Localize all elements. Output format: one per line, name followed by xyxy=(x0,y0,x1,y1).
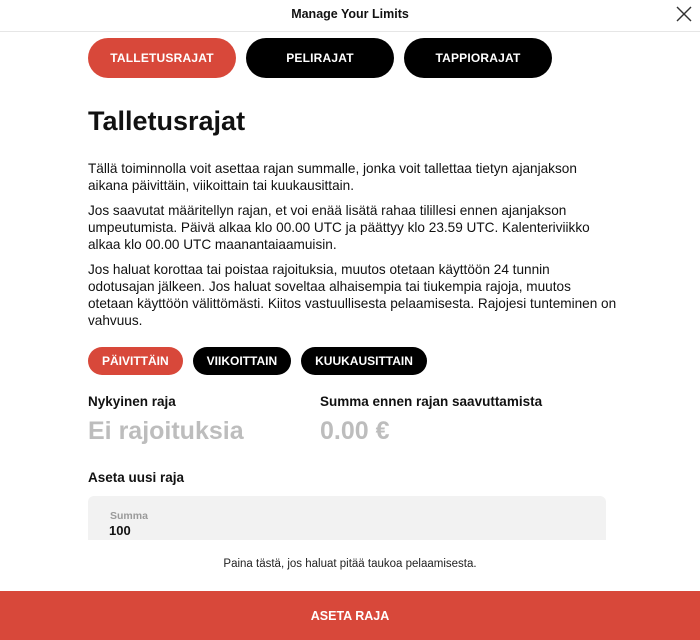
modal-title: Manage Your Limits xyxy=(291,7,409,21)
period-daily-button[interactable]: PÄIVITTÄIN xyxy=(88,347,183,375)
tab-deposit-limits[interactable]: TALLETUSRAJAT xyxy=(88,38,236,78)
description xyxy=(88,160,618,337)
set-limit-button[interactable]: ASETA RAJA xyxy=(0,591,700,640)
remaining-amount-stat xyxy=(320,394,542,446)
take-a-break-link[interactable]: Paina tästä, jos haluat pitää taukoa pelaamisesta. xyxy=(223,558,477,570)
remaining-amount-label: Summa ennen rajan saavuttamista xyxy=(320,394,543,409)
tab-game-limits[interactable]: PELIRAJAT xyxy=(246,38,394,78)
limit-type-tabs xyxy=(88,38,552,78)
current-limit-label: Nykyinen raja xyxy=(88,394,176,409)
close-button[interactable] xyxy=(674,4,694,24)
amount-input[interactable] xyxy=(88,496,606,540)
page-title: Talletusrajat xyxy=(88,106,246,136)
tab-loss-limits[interactable]: TAPPIORAJAT xyxy=(404,38,552,78)
period-monthly-button[interactable]: KUUKAUSITTAIN xyxy=(301,347,427,375)
description-paragraph: Jos haluat korottaa tai poistaa rajoituksia, muutos otetaan käyttöön 24 tunnin odotusajan jälkeen. Jos haluat soveltaa alhaisempia tai tiukempia rajoja, muutos otetaan käyttöön välittömästi. Kiitos vastuullisesta pelaamisesta. Rajojesi tunteminen on vahvuus. xyxy=(88,262,617,328)
remaining-amount-value: 0.00 € xyxy=(320,417,390,445)
close-icon xyxy=(674,4,694,24)
new-limit-label: Aseta uusi raja xyxy=(88,470,185,485)
amount-input-value[interactable]: 100 xyxy=(109,523,131,538)
period-selector xyxy=(88,347,427,375)
amount-input-label: Summa xyxy=(110,510,148,522)
current-limit-stat xyxy=(88,394,244,446)
description-paragraph: Tällä toiminnolla voit asettaa rajan summalle, jonka voit tallettaa tietyn ajanjakson aikana päivittäin, viikoittain tai kuukausittain. xyxy=(88,161,577,193)
current-limit-value: Ei rajoituksia xyxy=(88,417,244,445)
modal-header xyxy=(0,0,700,32)
description-paragraph: Jos saavutat määritellyn rajan, et voi enää lisätä rahaa tilillesi ennen ajanjakson umpeutumista. Päivä alkaa klo 00.00 UTC ja päättyy klo 23.59 UTC. Kalenteriviikko alkaa klo 00.00 UTC maanantaiaamuisin. xyxy=(88,203,590,252)
period-weekly-button[interactable]: VIIKOITTAIN xyxy=(193,347,291,375)
